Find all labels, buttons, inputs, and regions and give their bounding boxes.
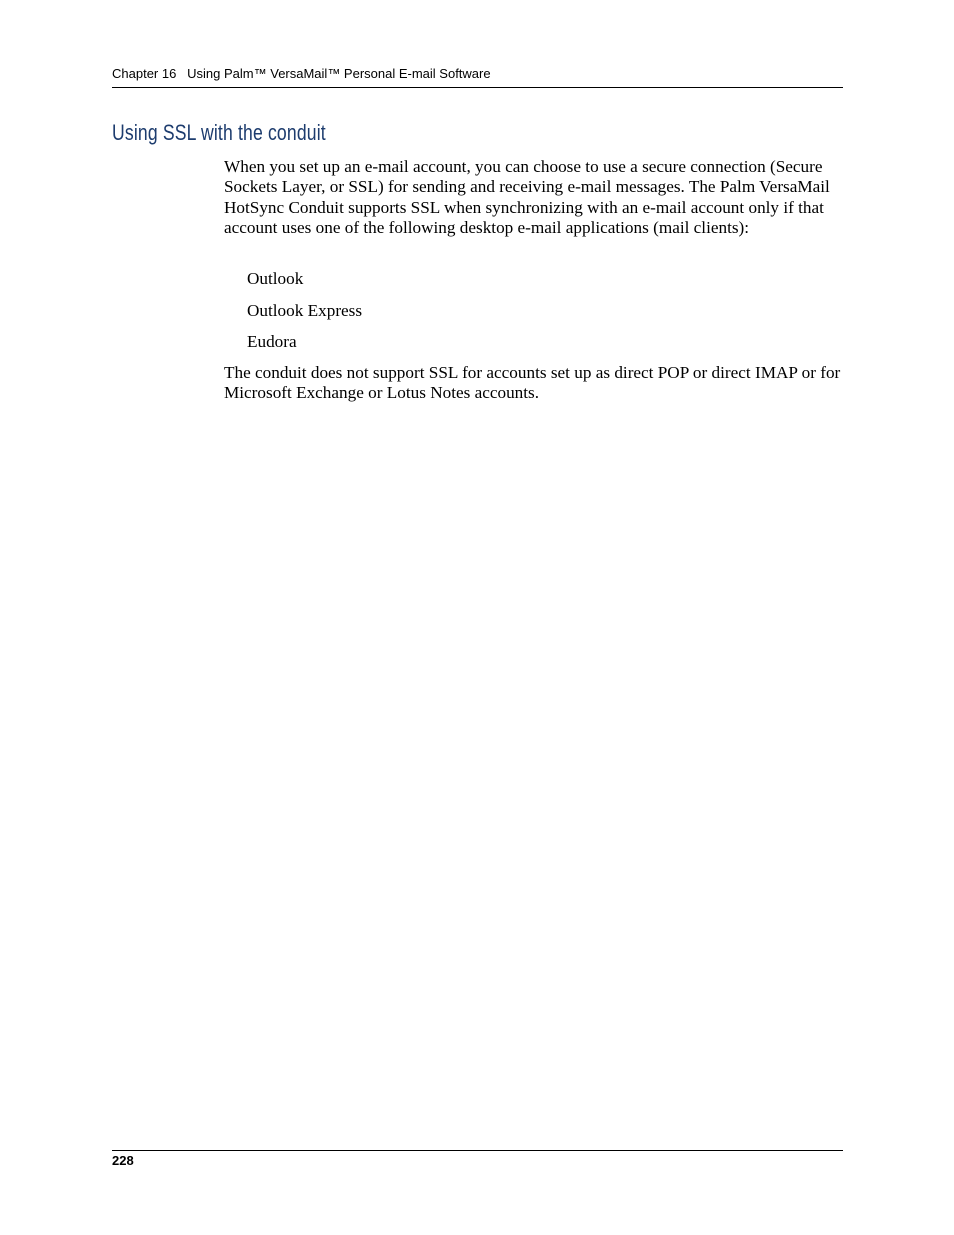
mail-client-list — [247, 268, 362, 363]
closing-paragraph: The conduit does not support SSL for accounts set up as direct POP or direct IMAP or for Microsoft Exchange or Lotus Notes accounts. — [224, 363, 841, 403]
header-divider — [112, 87, 843, 88]
list-item: Outlook — [247, 269, 304, 288]
intro-paragraph: When you set up an e-mail account, you can choose to use a secure connection (Secure Sockets Layer, or SSL) for sending and receiving e-mail messages. The Palm VersaMail HotSync Conduit supports SSL when synchronizing with an e-mail account only if that account uses one of the following desktop e-mail applications (mail clients): — [224, 157, 830, 238]
list-item: Eudora — [247, 332, 297, 351]
page-number: 228 — [112, 1153, 134, 1168]
footer-divider — [112, 1150, 843, 1151]
list-item: Outlook Express — [247, 300, 363, 320]
section-heading: Using SSL with the conduit — [112, 120, 326, 145]
running-header: Chapter 16 Using Palm™ VersaMail™ Personal E-mail Software — [112, 66, 491, 81]
